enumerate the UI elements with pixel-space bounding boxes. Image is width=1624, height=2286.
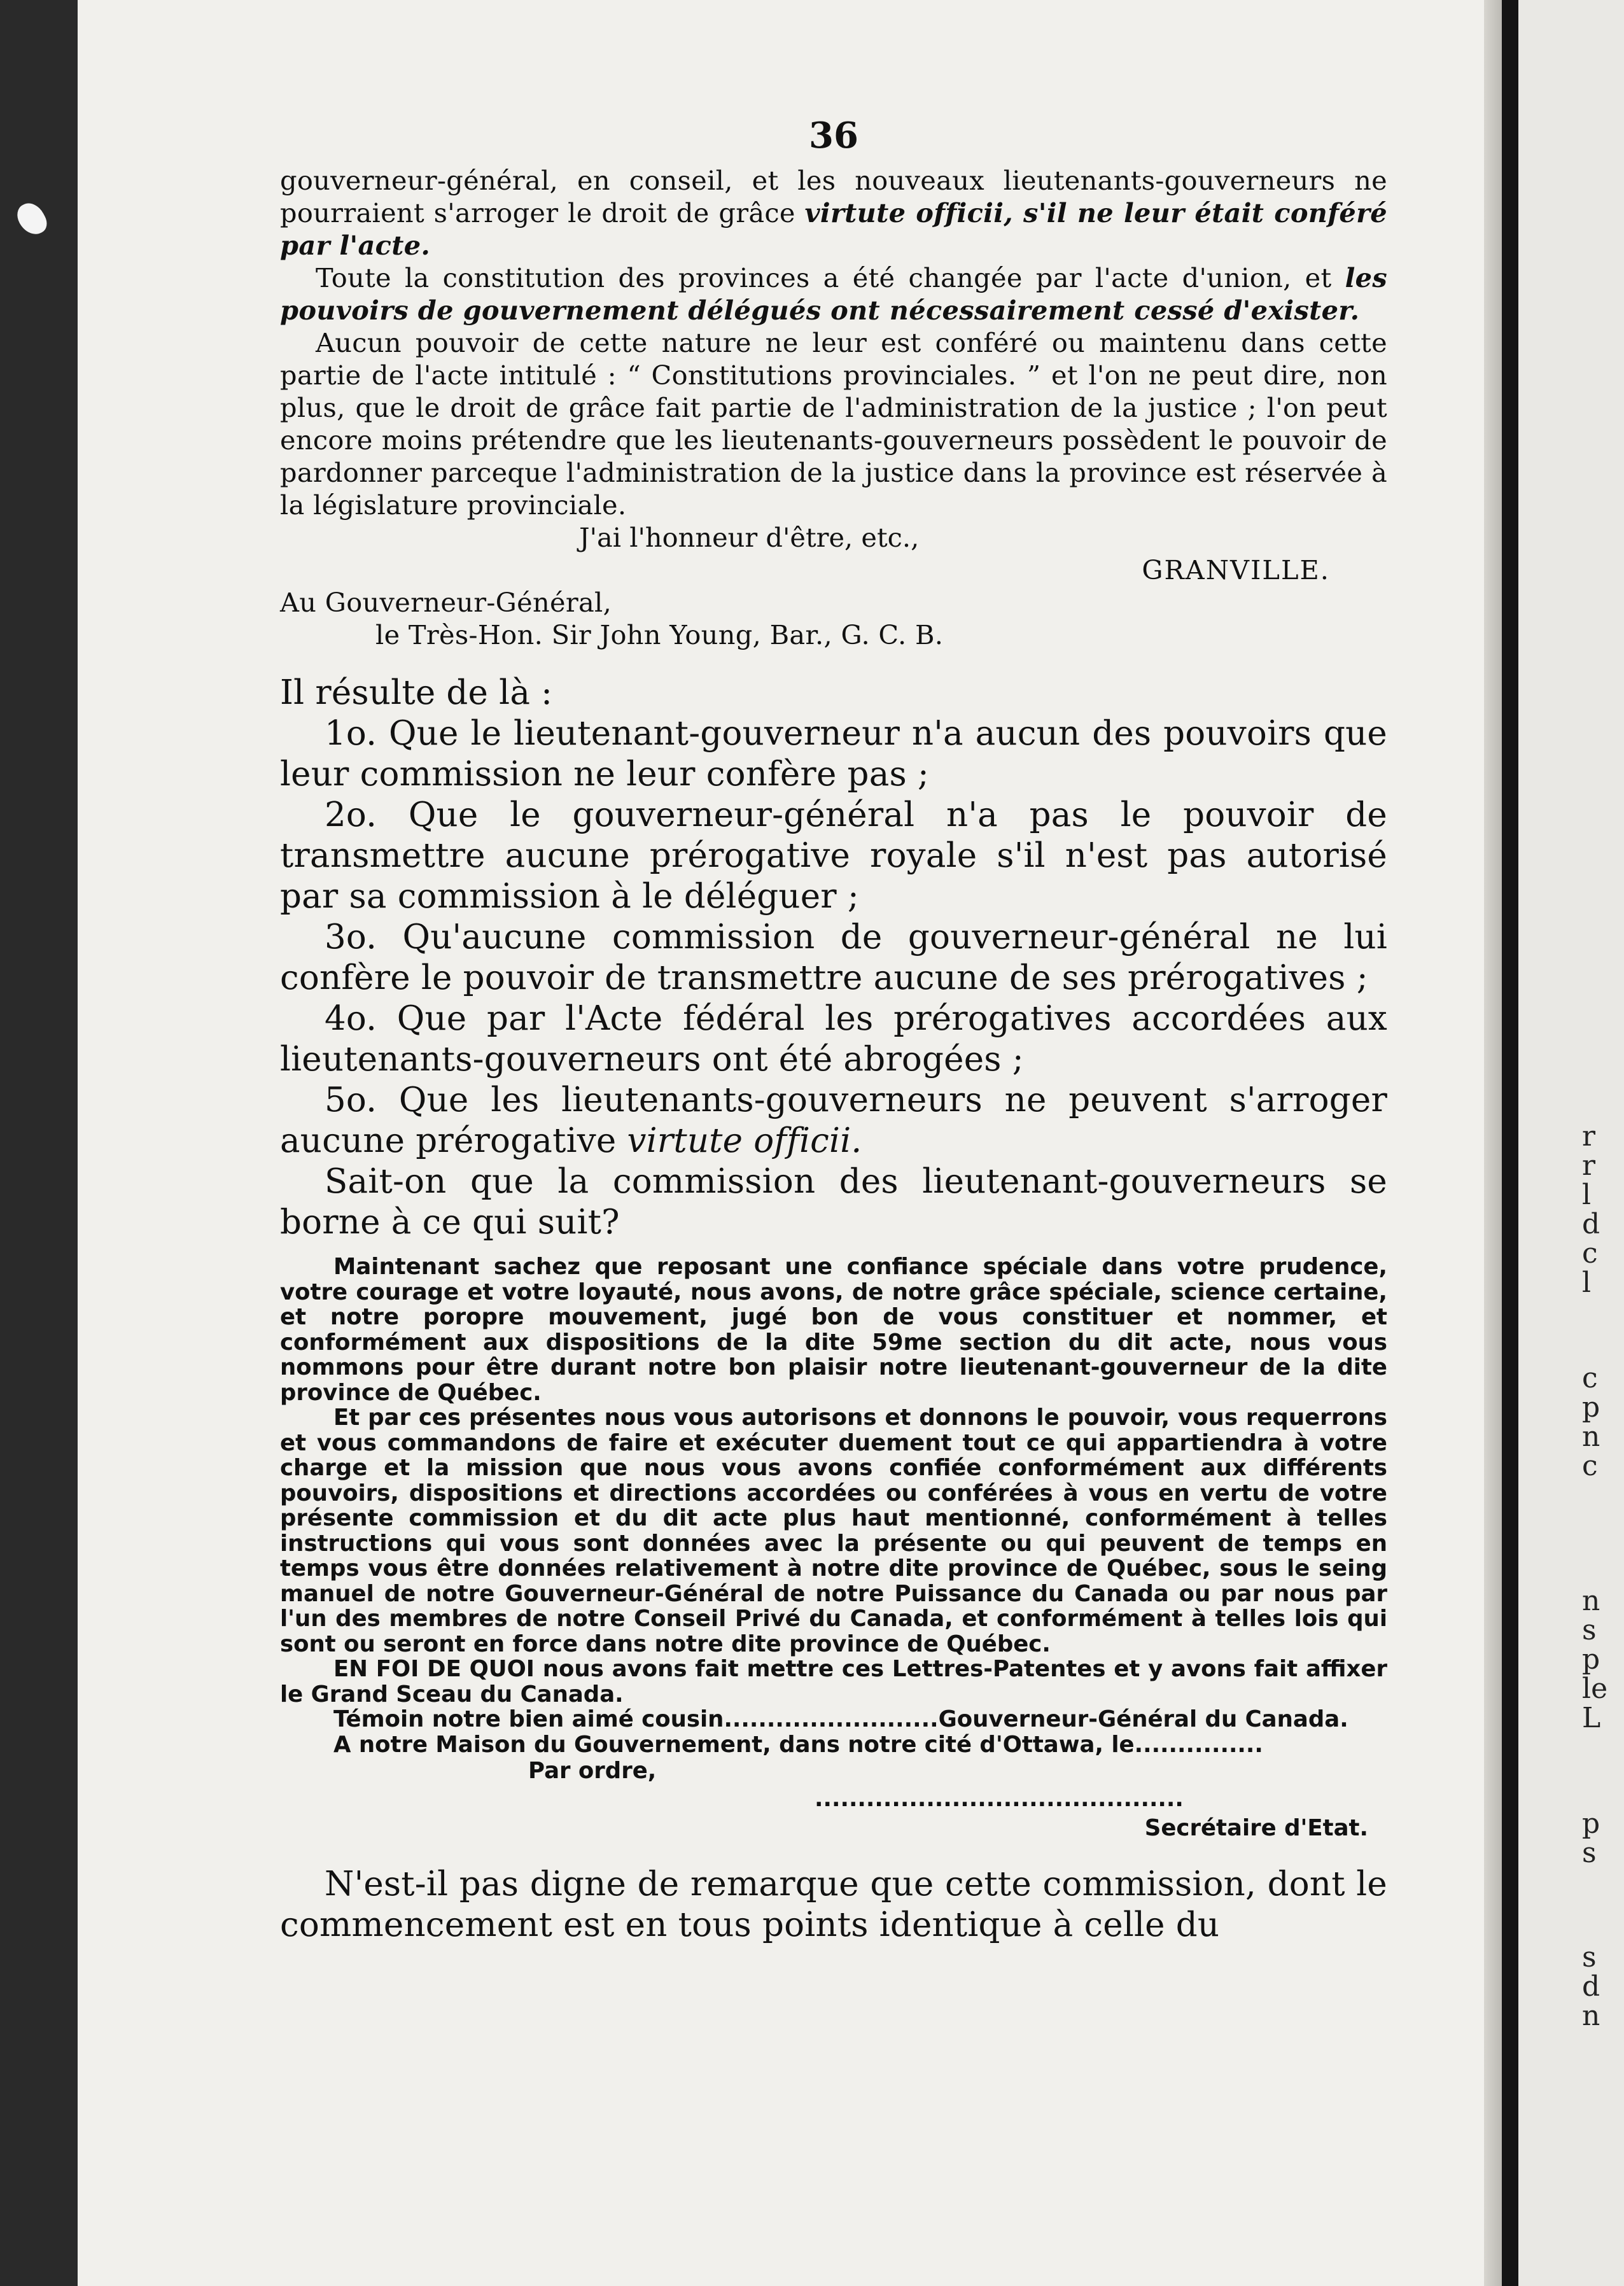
signature-dots: ...........................................	[815, 1786, 1184, 1812]
book-binding	[1502, 0, 1518, 2286]
conclusions	[280, 673, 1387, 1243]
commission-paragraph: A notre Maison du Gouvernement, dans notre cité d'Ottawa, le...............	[333, 1731, 1263, 1758]
closing-paragraph: N'est-il pas digne de remarque que cette commission, dont le commencement est en tous points identique à celle du	[280, 1865, 1387, 1944]
commission-paragraph: Témoin notre bien aimé cousin.........................Gouverneur-Général du Canada.	[333, 1706, 1348, 1732]
adjacent-page-fragment: l	[1582, 1266, 1592, 1299]
adjacent-page-fragment: d	[1582, 1208, 1600, 1240]
adjacent-page-fragment: l	[1582, 1179, 1592, 1211]
adjacent-page-fragment: n	[1582, 1420, 1600, 1453]
letter-addressee-name: le Très-Hon. Sir John Young, Bar., G. C. B.	[375, 619, 944, 650]
conclusion-item	[280, 1080, 1387, 1161]
commission-paragraph: Et par ces présentes nous vous autorisons et donnons le pouvoir, vous requerrons et vous commandons de faire et exécuter duement tout ce qui appartiendra à votre charge et la mission que nous vous avons confiée conformément aux différents pouvoirs, dispositions et directions accordées ou conférées à vous en vertu de votre présente commission et du dit acte plus haut mentionné, conformément à telles instructions qui vous sont données avec la présente ou qui peuvent de temps en temps vous être données relativement à notre dite province de Québec, sous le seing manuel de notre Gouverneur-Général de notre Puissance du Canada ou par nous par l'un des membres de notre Conseil Privé du Canada, et conformément à telles lois qui sont ou seront en force dans notre dite province de Québec.	[280, 1405, 1387, 1657]
conclusion-item: 1o. Que le lieutenant-gouverneur n'a aucun des pouvoirs que leur commission ne leur confère pas ;	[280, 714, 1387, 794]
adjacent-page-fragment: d	[1582, 1970, 1600, 2003]
letter-signature: GRANVILLE.	[1142, 554, 1330, 586]
commission-paragraph: EN FOI DE QUOI nous avons fait mettre ces Lettres-Patentes et y avons fait affixer le Grand Sceau du Canada.	[280, 1656, 1387, 1707]
letter-closing: J'ai l'honneur d'être, etc.,	[579, 522, 920, 553]
adjacent-page-fragment: p	[1582, 1807, 1600, 1840]
adjacent-page-fragment: p	[1582, 1643, 1600, 1676]
letter-paragraph	[280, 164, 1387, 262]
adjacent-page-fragment: r	[1582, 1149, 1596, 1182]
page-number: 36	[809, 115, 858, 157]
adjacent-page-fragment: le	[1582, 1672, 1608, 1705]
conclusion-item: 4o. Que par l'Acte fédéral les prérogatives accordées aux lieutenants-gouverneurs ont été abrogées ;	[280, 999, 1387, 1079]
par-ordre: Par ordre,	[528, 1758, 657, 1784]
adjacent-page-fragment: n	[1582, 2000, 1600, 2032]
adjacent-page-fragment: p	[1582, 1391, 1600, 1424]
scan-artifact	[13, 199, 51, 240]
letter-paragraph	[280, 262, 1387, 326]
conclusion-item: 2o. Que le gouverneur-général n'a pas le pouvoir de transmettre aucune prérogative royale s'il n'est pas autorisé par sa commission à le déléguer ;	[280, 796, 1387, 916]
secretaire-etat: Secrétaire d'Etat.	[1144, 1815, 1368, 1841]
letter-paragraph: Aucun pouvoir de cette nature ne leur est conféré ou maintenu dans cette partie de l'acte intitulé : “ Constitutions provinciales. ” et l'on ne peut dire, non plus, que le droit de grâce fait partie de l'administration de la justice ; l'on peut encore moins prétendre que les lieutenants-gouverneurs possèdent le pouvoir de pardonner parceque l'administration de la justice dans la province est réservée à la législature provinciale.	[280, 327, 1387, 521]
adjacent-page-fragment: r	[1582, 1120, 1596, 1153]
adjacent-page-fragment: c	[1582, 1362, 1598, 1394]
italic-phrase: virtute officii, s'il ne leur était conféré par l'acte.	[280, 197, 1387, 261]
adjacent-page-fragment: L	[1582, 1702, 1601, 1734]
adjacent-page-fragment: c	[1582, 1450, 1598, 1482]
conclusions-heading: Il résulte de là :	[280, 673, 553, 712]
letter-text: gouverneur-général, en conseil, et les nouveaux lieutenants-gouverneurs ne pourraient s'arroger le droit de grâce	[280, 165, 1387, 228]
conclusion-item: 3o. Qu'aucune commission de gouverneur-général ne lui confère le pouvoir de transmettre aucune de ses prérogatives ;	[280, 918, 1387, 997]
italic-phrase: les pouvoirs de gouvernement délégués ont nécessairement cessé d'exister.	[280, 262, 1387, 326]
conclusion-question: Sait-on que la commission des lieutenant-gouverneurs se borne à ce qui suit?	[280, 1162, 1387, 1242]
letter-addressee: Au Gouverneur-Général,	[280, 587, 612, 618]
adjacent-page-fragment: n	[1582, 1585, 1600, 1617]
conclusion-text: 5o. Que les lieutenants-gouverneurs ne peuvent s'arroger aucune prérogative	[280, 1081, 1387, 1160]
letter-text: Toute la constitution des provinces a été changée par l'acte d'union, et	[316, 262, 1345, 293]
commission-quote	[280, 1254, 1387, 1844]
adjacent-page	[1518, 0, 1624, 2286]
adjacent-page-fragment: s	[1582, 1837, 1597, 1869]
adjacent-page-fragment: s	[1582, 1614, 1597, 1646]
adjacent-page-fragment: c	[1582, 1237, 1598, 1270]
adjacent-page-fragment: s	[1582, 1941, 1597, 1974]
commission-paragraph: Maintenant sachez que reposant une confiance spéciale dans votre prudence, votre courage et votre loyauté, nous avons, de notre grâce spéciale, science certaine, et notre poropre mouvement, jugé bon de vous constituer et nommer, et conformément aux dispositions de la dite 59me section du dit acte, nous vous nommons pour être durant notre bon plaisir notre lieutenant-gouverneur de la dite province de Québec.	[280, 1254, 1387, 1406]
page-content	[280, 115, 1387, 1946]
italic-phrase: virtute officii.	[627, 1121, 862, 1160]
letter-excerpt	[280, 164, 1387, 651]
